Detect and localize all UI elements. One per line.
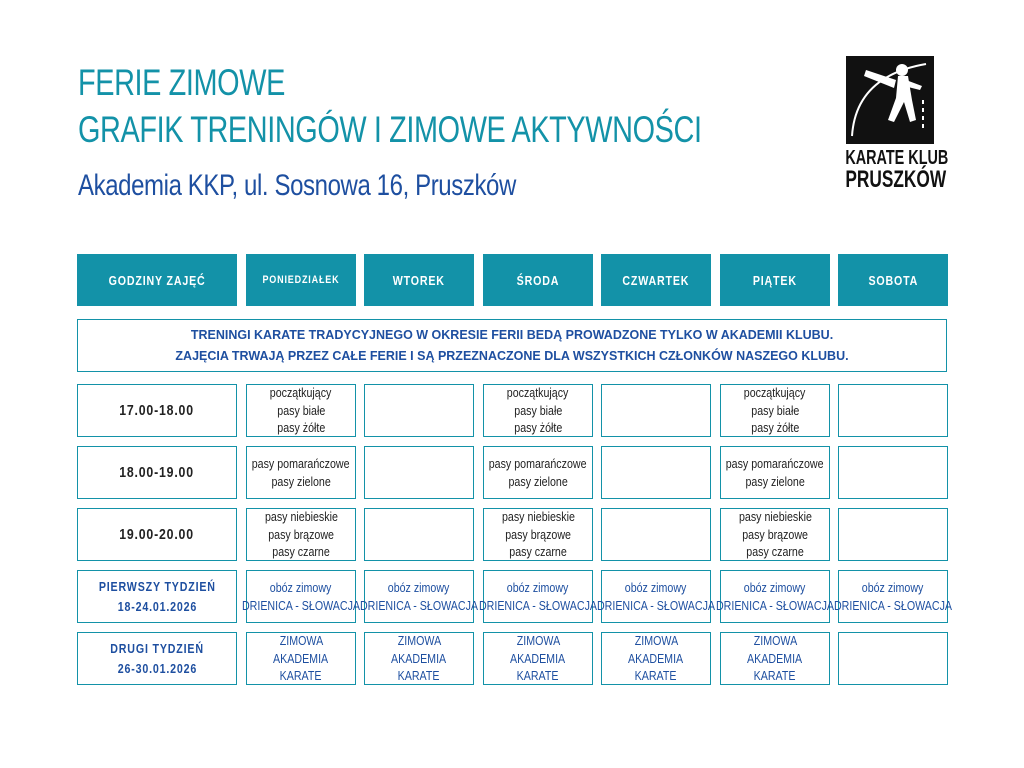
page-title-line2: GRAFIK TRENINGÓW I ZIMOWE AKTYWNOŚCI bbox=[78, 109, 702, 150]
schedule-cell-text: DRIENICA - SŁOWACJA bbox=[359, 597, 479, 613]
column-header-label: PONIEDZIAŁEK bbox=[262, 274, 340, 286]
schedule-cell bbox=[478, 570, 598, 623]
row-label bbox=[77, 632, 237, 685]
schedule-cell bbox=[483, 384, 593, 437]
schedule-cell bbox=[601, 632, 711, 685]
schedule-cell-text: pasy brązowe bbox=[505, 526, 571, 542]
schedule-cell-text: KARATE bbox=[635, 668, 677, 684]
schedule-cell bbox=[833, 570, 953, 623]
schedule-cell-text: DRIENICA - SŁOWACJA bbox=[833, 597, 953, 613]
schedule-cell-text: pasy pomarańczowe bbox=[489, 456, 587, 471]
schedule-cell-text: pasy czarne bbox=[509, 544, 567, 560]
schedule-cell-text: AKADEMIA bbox=[391, 650, 447, 666]
empty-cell bbox=[838, 384, 948, 437]
empty-cell bbox=[364, 446, 474, 499]
column-header bbox=[720, 254, 830, 306]
schedule-cell-text: ZIMOWA bbox=[397, 633, 441, 649]
schedule-cell-text: początkujący bbox=[507, 385, 569, 401]
schedule-cell bbox=[720, 632, 830, 685]
row-label-text: PIERWSZY TYDZIEŃ bbox=[98, 578, 216, 594]
row-label-text: 18.00-19.00 bbox=[119, 463, 195, 481]
schedule-cell-text: pasy zielone bbox=[271, 473, 331, 489]
notice-box bbox=[77, 319, 947, 372]
schedule-cell bbox=[241, 570, 361, 623]
column-header-label: ŚRODA bbox=[516, 272, 560, 288]
row-label-text: 18-24.01.2026 bbox=[117, 598, 197, 614]
karate-kick-icon bbox=[846, 56, 934, 144]
row-label-text: 19.00-20.00 bbox=[119, 525, 195, 543]
row-label-text: 17.00-18.00 bbox=[119, 401, 195, 419]
empty-cell bbox=[838, 508, 948, 561]
schedule-cell-text: obóz zimowy bbox=[625, 580, 687, 595]
schedule-cell bbox=[246, 508, 356, 561]
empty-cell bbox=[838, 632, 948, 685]
row-label bbox=[77, 384, 237, 437]
row-label bbox=[77, 508, 237, 561]
schedule-cell-text: pasy czarne bbox=[272, 544, 330, 560]
column-header bbox=[364, 254, 474, 306]
schedule-cell-text: pasy białe bbox=[513, 402, 562, 418]
schedule-cell-text: pasy żółte bbox=[276, 420, 325, 436]
schedule-cell-text: pasy niebieskie bbox=[501, 509, 575, 525]
schedule-cell bbox=[246, 632, 356, 685]
schedule-cell bbox=[483, 446, 593, 499]
club-logo bbox=[845, 56, 949, 193]
schedule-cell-text: pasy białe bbox=[750, 402, 799, 418]
notice-line1: TRENINGI KARATE TRADYCYJNEGO W OKRESIE FERII BEDĄ PROWADZONE TYLKO W AKADEMII KLUBU. bbox=[190, 327, 834, 342]
schedule-cell-text: DRIENICA - SŁOWACJA bbox=[241, 597, 361, 613]
schedule-cell-text: AKADEMIA bbox=[628, 650, 684, 666]
schedule-cell-text: ZIMOWA bbox=[634, 633, 678, 649]
column-header-label: SOBOTA bbox=[868, 272, 918, 288]
schedule-cell-text: pasy żółte bbox=[513, 420, 562, 436]
schedule-cell bbox=[359, 570, 479, 623]
schedule-cell-text: pasy zielone bbox=[745, 473, 805, 489]
schedule-cell-text: obóz zimowy bbox=[270, 580, 332, 595]
row-label bbox=[77, 446, 237, 499]
schedule-cell bbox=[720, 508, 830, 561]
column-header bbox=[77, 254, 237, 306]
schedule-cell bbox=[483, 508, 593, 561]
schedule-cell bbox=[720, 446, 830, 499]
schedule-cell bbox=[715, 570, 835, 623]
column-header-label: PIĄTEK bbox=[752, 272, 797, 288]
page-title-line1: FERIE ZIMOWE bbox=[78, 62, 285, 103]
column-header bbox=[483, 254, 593, 306]
schedule-cell-text: DRIENICA - SŁOWACJA bbox=[596, 597, 716, 613]
schedule-cell-text: pasy brązowe bbox=[742, 526, 808, 542]
logo-text-line1: KARATE KLUB bbox=[845, 147, 949, 169]
schedule-cell-text: obóz zimowy bbox=[388, 580, 450, 595]
empty-cell bbox=[364, 384, 474, 437]
empty-cell bbox=[601, 508, 711, 561]
schedule-cell-text: DRIENICA - SŁOWACJA bbox=[715, 597, 835, 613]
empty-cell bbox=[364, 508, 474, 561]
empty-cell bbox=[601, 446, 711, 499]
empty-cell bbox=[601, 384, 711, 437]
logo-text-line2: PRUSZKÓW bbox=[845, 166, 947, 193]
schedule-cell-text: początkujący bbox=[744, 385, 806, 401]
column-header bbox=[838, 254, 948, 306]
schedule-cell-text: pasy niebieskie bbox=[738, 509, 812, 525]
schedule-cell bbox=[720, 384, 830, 437]
schedule-cell-text: ZIMOWA bbox=[753, 633, 797, 649]
schedule-cell bbox=[246, 384, 356, 437]
schedule-cell-text: obóz zimowy bbox=[507, 580, 569, 595]
schedule-cell-text: pasy pomarańczowe bbox=[252, 456, 350, 471]
schedule-cell-text: DRIENICA - SŁOWACJA bbox=[478, 597, 598, 613]
schedule-cell-text: pasy czarne bbox=[746, 544, 804, 560]
schedule-cell-text: pasy białe bbox=[276, 402, 325, 418]
schedule-cell-text: KARATE bbox=[517, 668, 559, 684]
column-header-label: CZWARTEK bbox=[622, 272, 690, 288]
schedule-cell-text: pasy zielone bbox=[508, 473, 568, 489]
schedule-cell-text: AKADEMIA bbox=[747, 650, 803, 666]
row-label-text: 26-30.01.2026 bbox=[117, 660, 197, 676]
schedule-cell-text: pasy niebieskie bbox=[264, 509, 338, 525]
column-header bbox=[601, 254, 711, 306]
schedule-cell bbox=[364, 632, 474, 685]
notice-line2: ZAJĘCIA TRWAJĄ PRZEZ CAŁE FERIE I SĄ PRZEZNACZONE DLA WSZYSTKICH CZŁONKÓW NASZEGO KLUBU. bbox=[175, 348, 849, 363]
column-header-label: GODZINY ZAJĘĆ bbox=[108, 272, 206, 288]
row-label-text: DRUGI TYDZIEŃ bbox=[110, 640, 204, 656]
schedule-cell-text: AKADEMIA bbox=[273, 650, 329, 666]
empty-cell bbox=[838, 446, 948, 499]
schedule-cell-text: pasy żółte bbox=[750, 420, 799, 436]
schedule-cell-text: KARATE bbox=[754, 668, 796, 684]
schedule-cell-text: obóz zimowy bbox=[744, 580, 806, 595]
schedule-cell-text: ZIMOWA bbox=[516, 633, 560, 649]
schedule-cell-text: ZIMOWA bbox=[279, 633, 323, 649]
row-label bbox=[77, 570, 237, 623]
schedule-cell-text: pasy pomarańczowe bbox=[726, 456, 824, 471]
schedule-cell bbox=[483, 632, 593, 685]
page-subtitle: Akademia KKP, ul. Sosnowa 16, Pruszków bbox=[78, 169, 516, 202]
schedule-cell-text: obóz zimowy bbox=[862, 580, 924, 595]
column-header-label: WTOREK bbox=[392, 272, 446, 288]
schedule-cell-text: pasy brązowe bbox=[268, 526, 334, 542]
schedule-cell-text: KARATE bbox=[398, 668, 440, 684]
schedule-cell-text: AKADEMIA bbox=[510, 650, 566, 666]
column-header bbox=[246, 254, 356, 306]
schedule-cell bbox=[596, 570, 716, 623]
schedule-cell-text: początkujący bbox=[270, 385, 332, 401]
schedule-cell-text: KARATE bbox=[280, 668, 322, 684]
schedule-cell bbox=[246, 446, 356, 499]
